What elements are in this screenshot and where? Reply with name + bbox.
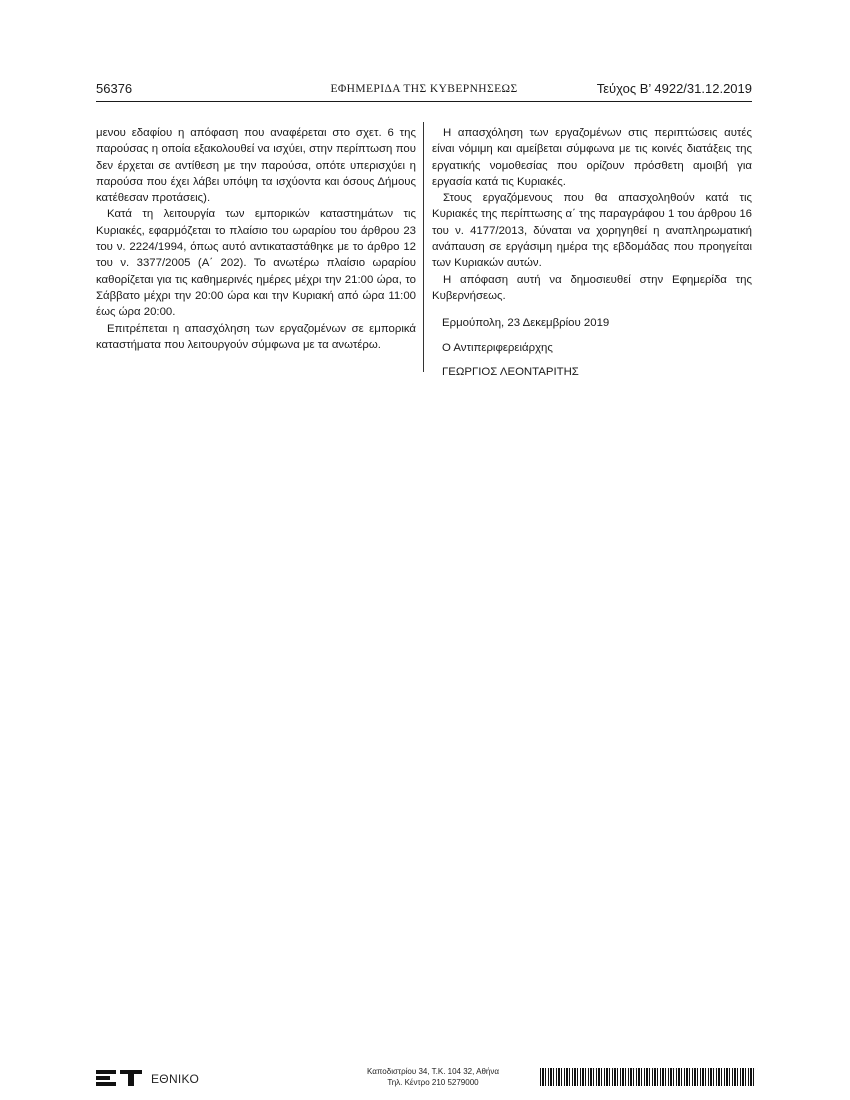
paragraph: Η απασχόληση των εργαζομένων στις περιπτώσεις αυτές είναι νόμιμη και αμείβεται σύμφωνα με τις κοινές διατάξεις της εργατικής νομοθεσίας που ορίζουν πρόσθετη αμοιβή για εργασία κατά τις Κυριακές. bbox=[432, 127, 752, 188]
et-logo-icon bbox=[96, 1068, 146, 1088]
page-header bbox=[96, 80, 752, 98]
phone-line: Τηλ. Κέντρο 210 5279000 bbox=[387, 1078, 479, 1087]
signature-place-date: Ερμούπολη, 23 Δεκεμβρίου 2019 bbox=[442, 317, 610, 330]
logo-text: ΕΘΝΙΚΟ bbox=[151, 1072, 200, 1086]
page-number: 56376 bbox=[96, 81, 133, 96]
paragraph: Κατά τη λειτουργία των εμπορικών καταστημάτων τις Κυριακές, εφαρμόζεται το πλαίσιο του ωραρίου του άρθρου 23 του ν. 2224/1994, όπως αυτό αντικαταστάθηκε με το άρθρο 12 του ν. 3377/2005 (Α΄ 202). Το ανωτέρω πλαίσιο ωραρίου καθορίζεται για τις καθημερινές ημέρες μέχρι την 21:00 ώρα, το Σάββατο μέχρι την 20:00 ώρα και την Κυριακή από ώρα 11:00 έως ώρα 20:00. bbox=[96, 208, 416, 319]
page-footer bbox=[96, 1066, 756, 1094]
paragraph: Επιτρέπεται η απασχόληση των εργαζομένων σε εμπορικά καταστήματα που λειτουργούν σύμφωνα με τα ανωτέρω. bbox=[96, 322, 416, 351]
paragraph: μενου εδαφίου η απόφαση που αναφέρεται στο σχετ. 6 της παρούσας η οποία εξακολουθεί να ισχύει, στην περίπτωση που δεν έρχεται σε αντίθεση με την παρούσα, οπότε υπερισχύει η παρούσα που έχει λάβει υπόψη τα ισχύοντα και όσους Δήμους κατέθεσαν προτάσεις). bbox=[96, 127, 416, 205]
column-divider bbox=[423, 122, 424, 372]
signature-name: ΓΕΩΡΓΙΟΣ ΛΕΟΝΤΑΡΙΤΗΣ bbox=[442, 365, 579, 378]
publisher-logo bbox=[96, 1068, 236, 1090]
issue-info: Τεύχος Β’ 4922/31.12.2019 bbox=[596, 81, 752, 96]
barcode-icon bbox=[540, 1068, 754, 1086]
signature-role: Ο Αντιπεριφερειάρχης bbox=[442, 341, 553, 354]
paragraph: Η απόφαση αυτή να δημοσιευθεί στην Εφημερίδα της Κυβερνήσεως. bbox=[432, 273, 752, 302]
right-column bbox=[432, 125, 752, 380]
address-line: Καποδιστρίου 34, Τ.Κ. 104 32, Αθήνα bbox=[367, 1067, 499, 1076]
left-column bbox=[96, 125, 416, 353]
paragraph: Στους εργαζόμενους που θα απασχοληθούν κατά τις Κυριακές της περίπτωσης α΄ της παραγράφου 1 του άρθρου 16 του ν. 4177/2013, δύναται να χορηγηθεί η αναπληρωματική ανάπαυση σε εργάσιμη ημέρα της εβδομάδας που προηγείται των Κυριακών αυτών. bbox=[432, 192, 752, 270]
publisher-address bbox=[358, 1066, 508, 1088]
header-divider bbox=[96, 101, 752, 102]
journal-title: ΕΦΗΜΕΡΙΔΑ ΤΗΣ ΚΥΒΕΡΝΗΣΕΩΣ bbox=[330, 83, 518, 95]
